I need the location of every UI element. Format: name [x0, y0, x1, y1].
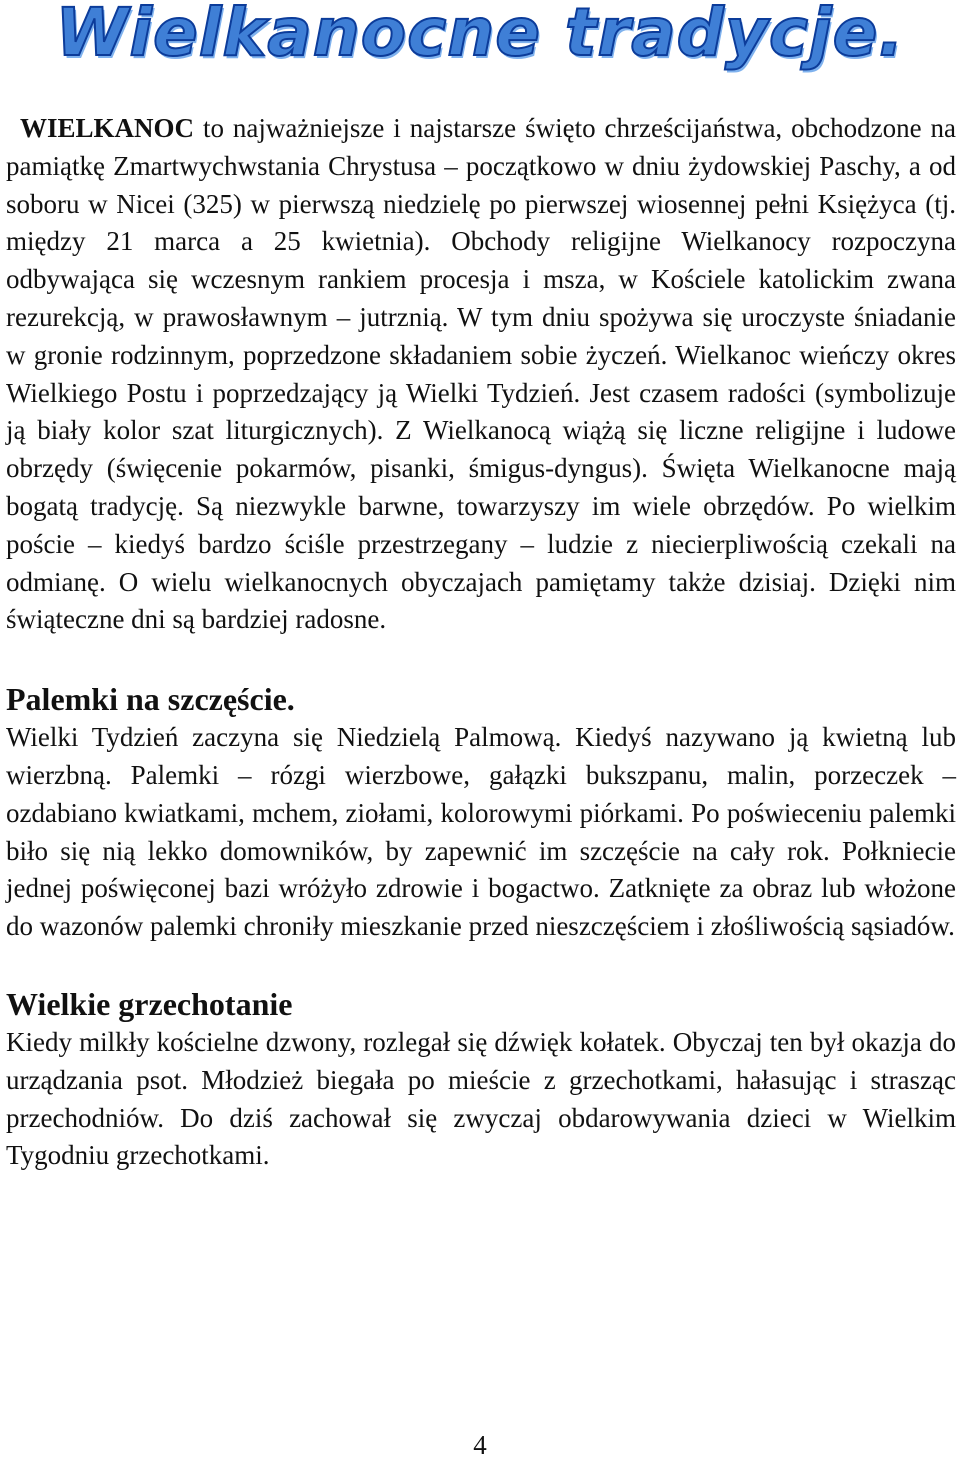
intro-lead-word: WIELKANOC	[20, 113, 195, 143]
intro-paragraph	[6, 110, 956, 639]
section-paragraph: Wielki Tydzień zaczyna się Niedzielą Palmową. Kiedyś nazywano ją kwietną lub wierzbną. Palemki – rózgi wierzbowe, gałązki bukszpanu, malin, porzeczek – ozdabiano kwiatkami, mchem, ziołami, kolorowymi piórkami. Po poświeceniu palemki biło się nią lekko domowników, by zapewnić im szczęście na cały rok. Połkniecie jednej poświęconej bazi wróżyło zdrowie i bogactwo. Zatknięte za obraz lub włożone do wazonów palemki chroniły mieszkanie przed nieszczęściem i złośliwością sąsiadów.	[6, 722, 956, 942]
section-paragraph: Kiedy milkły kościelne dzwony, rozlegał się dźwięk kołatek. Obyczaj ten był okazja do urządzania psot. Młodzież biegała po mieście z grzechotkami, hałasując i strasząc przechodniów. Do dziś zachował się zwyczaj obdarowywania dzieci w Wielkim Tygodniu grzechotkami.	[6, 1026, 956, 1171]
document-body	[6, 110, 956, 1175]
banner-title: Wielkanocne tradycje.	[55, 0, 905, 71]
page-number: 4	[473, 1430, 487, 1460]
section-palemki	[6, 679, 956, 946]
section-heading: Palemki na szczęście.	[6, 681, 295, 718]
intro-text: to najważniejsze i najstarsze święto chrześcijaństwa, obchodzone na pamiątkę Zmartwychwstania Chrystusa – początkowo w dniu żydowskiej Paschy, a od soboru w Nicei (325) w pierwszą niedzielę po pierwszej wiosennej pełni Księżyca (tj. między 21 marca a 25 kwietnia). Obchody religijne Wielkanocy rozpoczyna odbywająca się wczesnym rankiem procesja i msza, w Kościele katolickim zwana rezurekcją, w prawosławnym – jutrznią. W tym dniu spożywa się uroczyste śniadanie w gronie rodzinnym, poprzedzone składaniem sobie życzeń. Wielkanoc wieńczy okres Wielkiego Postu i poprzedzający ją Wielki Tydzień. Jest czasem radości (symbolizuje ją biały kolor szat liturgicznych). Z Wielkanocą wiążą się liczne religijne i ludowe obrzędy (święcenie pokarmów, pisanki, śmigus-dyngus). Święta Wielkanocne mają bogatą tradycję. Są niezwykle barwne, towarzyszy im wiele obrzędów. Po wielkim poście – kiedyś bardzo ściśle przestrzegany – ludzie z niecierpliwością czekali na odmianę. O wielu wielkanocnych obyczajach pamiętamy także dzisiaj. Dzięki nim świąteczne dni są bardziej radosne.	[6, 113, 956, 635]
section-heading: Wielkie grzechotanie	[6, 985, 293, 1022]
section-grzechotanie	[6, 984, 956, 1175]
